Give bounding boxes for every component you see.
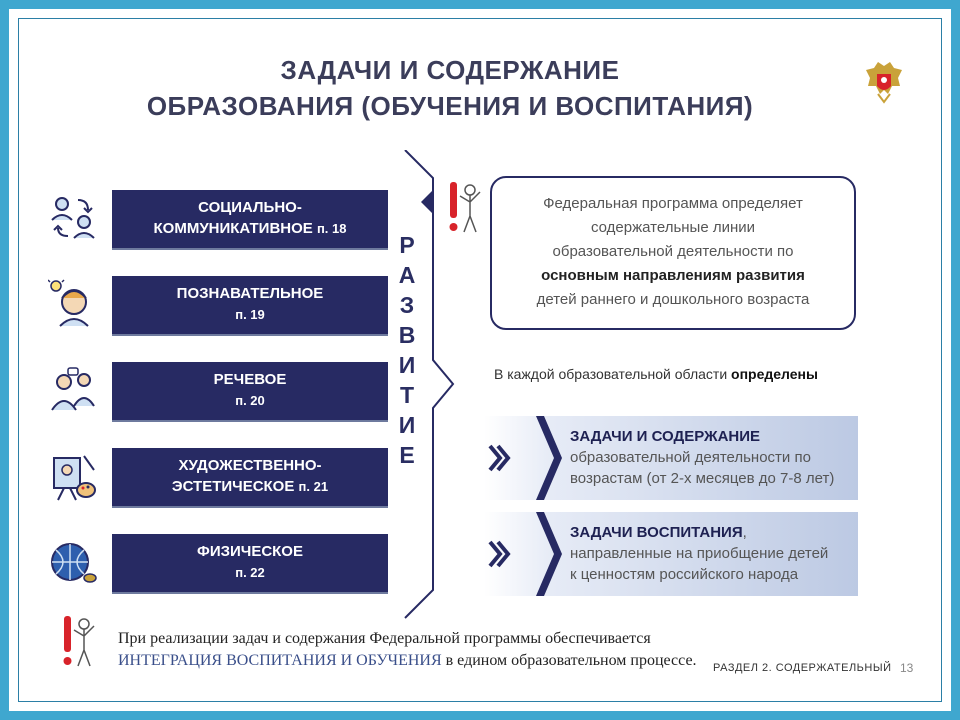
area-label: СОЦИАЛЬНО-	[198, 199, 302, 216]
footer-text-part: в едином образовательном процессе.	[441, 652, 697, 669]
lightbulb-child-icon	[48, 278, 98, 328]
area-ref: п. 19	[235, 307, 265, 322]
double-chevron-icon	[484, 416, 564, 500]
info-line: образовательной деятельности по	[552, 243, 794, 260]
vertical-letter: А	[398, 262, 416, 288]
ball-icon	[48, 538, 98, 588]
people-communication-icon	[48, 192, 98, 242]
area-label-cont: ЭСТЕТИЧЕСКОЕ	[171, 478, 295, 495]
area-cognitive	[112, 276, 388, 336]
ministry-emblem-icon	[864, 60, 904, 104]
footer-highlight: ИНТЕГРАЦИЯ ВОСПИТАНИЯ И ОБУЧЕНИЯ	[118, 652, 442, 669]
band-title: ЗАДАЧИ И СОДЕРЖАНИЕ	[570, 428, 761, 445]
vertical-letter: И	[398, 352, 416, 378]
area-ref: п. 21	[298, 479, 329, 494]
note-text: В каждой образовательной области	[494, 366, 732, 382]
slide-title-line1: ЗАДАЧИ И СОДЕРЖАНИЕ	[280, 55, 620, 85]
area-ref: п. 18	[316, 221, 347, 236]
band-line: образовательной деятельности по	[570, 449, 811, 466]
area-speech	[112, 362, 388, 422]
info-line-bold: основным направлениям развития	[541, 267, 805, 284]
vertical-letter: Р	[399, 232, 415, 258]
vertical-letter: Е	[399, 442, 415, 468]
areas-note	[494, 366, 818, 382]
area-ref: п. 20	[235, 393, 265, 408]
double-chevron-icon	[484, 512, 564, 596]
band-line: возрастам (от 2-х месяцев до 7-8 лет)	[570, 470, 835, 487]
band-title: ЗАДАЧИ ВОСПИТАНИЯ	[570, 524, 743, 541]
band-line: направленные на приобщение детей	[570, 545, 829, 562]
federal-program-box	[490, 176, 856, 330]
band-tasks-content	[484, 416, 858, 500]
slide-title-line2: ОБРАЗОВАНИЯ (ОБУЧЕНИЯ И ВОСПИТАНИЯ)	[146, 91, 754, 121]
band-line: к ценностям российского народа	[570, 566, 799, 583]
vertical-letter: Т	[399, 382, 415, 408]
integration-statement	[118, 628, 758, 672]
area-label-cont: КОММУНИКАТИВНОЕ	[153, 220, 313, 237]
info-line: Федеральная программа определяет	[543, 195, 803, 212]
footer-text-part: При реализации задач и содержания Федеральной программы обеспечивается	[118, 630, 651, 647]
info-line: детей раннего и дошкольного возраста	[536, 291, 810, 308]
area-label: ХУДОЖЕСТВЕННО-	[178, 457, 322, 474]
vertical-letter: В	[398, 322, 416, 348]
easel-palette-icon	[48, 452, 98, 502]
info-line: содержательные линии	[590, 219, 756, 236]
area-ref: п. 22	[235, 565, 265, 580]
area-label: ФИЗИЧЕСКОЕ	[197, 543, 303, 560]
exclamation-figure-icon	[446, 178, 486, 236]
vertical-letter: И	[398, 412, 416, 438]
area-label: РЕЧЕВОЕ	[213, 371, 287, 388]
area-social-communicative	[112, 190, 388, 250]
page-number: 13	[900, 661, 914, 675]
area-artistic-aesthetic	[112, 448, 388, 508]
speaking-people-icon	[48, 366, 98, 416]
area-label: ПОЗНАВАТЕЛЬНОЕ	[176, 285, 324, 302]
slide-title	[120, 52, 780, 124]
band-title-tail: ,	[742, 524, 747, 541]
band-upbringing-tasks	[484, 512, 858, 596]
area-physical	[112, 534, 388, 594]
vertical-word-razvitie	[394, 230, 420, 470]
exclamation-figure-icon	[60, 612, 100, 670]
note-bold: определены	[731, 366, 818, 382]
section-label: РАЗДЕЛ 2. СОДЕРЖАТЕЛЬНЫЙ	[713, 662, 892, 674]
vertical-letter: З	[399, 292, 415, 318]
